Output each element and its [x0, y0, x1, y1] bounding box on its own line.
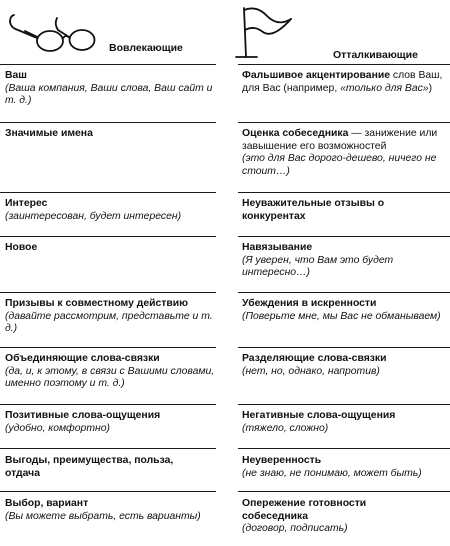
left-item — [5, 353, 215, 391]
right-item-title: Фальшивое акцентирование — [242, 70, 391, 81]
right-item-text: слов Ваш, для Вас (например, — [242, 70, 443, 94]
eyeglasses-icon — [6, 10, 98, 54]
left-item-title: Интерес — [5, 198, 48, 209]
left-item-title: Позитивные слова-ощущения — [5, 410, 161, 421]
right-item — [242, 70, 448, 95]
row-divider — [0, 192, 216, 193]
right-item-title: Убеждения в искренности — [242, 298, 377, 309]
right-item-italic: (нет, но, однако, напротив) — [242, 365, 380, 377]
row-divider — [0, 122, 216, 123]
right-item — [242, 455, 448, 480]
right-item-italic: (это для Вас дорого-дешево, ничего не стоит…) — [242, 153, 437, 177]
right-item-quote: «только для Вас» — [340, 82, 429, 94]
right-item-italic: (Поверьте мне, мы Вас не обманываем) — [242, 310, 441, 322]
left-item-title: Выгоды, преимущества, польза, отдача — [5, 455, 174, 479]
row-divider — [238, 236, 450, 237]
right-item-italic: (тяжело, сложно) — [242, 422, 329, 434]
right-item — [242, 298, 450, 323]
left-item-title: Объединяющие слова-связки — [5, 353, 160, 364]
row-divider — [238, 292, 450, 293]
left-item — [5, 455, 185, 480]
right-item — [242, 410, 448, 435]
left-item — [5, 128, 215, 141]
row-divider — [0, 491, 216, 492]
left-item-title: Значимые имена — [5, 128, 93, 139]
row-divider — [238, 448, 450, 449]
row-divider — [0, 448, 216, 449]
left-item-title: Ваш — [5, 70, 27, 81]
left-column-header: Вовлекающие — [109, 42, 183, 54]
left-item-text: (да, и, к этому, в связи с Вашими словами, именно поэтому и т. д.) — [5, 365, 215, 390]
right-item — [242, 128, 448, 178]
left-item-text: (Вы можете выбрать, есть варианты) — [5, 510, 201, 522]
right-item — [242, 498, 392, 536]
right-item-italic: (не знаю, не понимаю, может быть) — [242, 467, 422, 479]
row-divider — [238, 64, 450, 65]
left-item-text: (давайте рассмотрим, представьте и т. д.) — [5, 310, 213, 335]
right-item-title: Неуважительные отзывы о конкурентах — [242, 198, 385, 222]
left-item — [5, 498, 220, 523]
right-item — [242, 198, 392, 223]
left-item — [5, 298, 215, 336]
row-divider — [0, 292, 216, 293]
left-item-title: Новое — [5, 242, 38, 253]
left-item-text: (удобно, комфортно) — [5, 422, 110, 434]
row-divider — [238, 347, 450, 348]
right-item-title: Разделяющие слова-связки — [242, 353, 387, 364]
row-divider — [0, 347, 216, 348]
left-item-text: (Ваша компания, Ваши слова, Ваш сайт и т. д.) — [5, 82, 213, 107]
left-item — [5, 242, 215, 255]
right-item-title: Навязывание — [242, 242, 313, 253]
left-item-title: Выбор, вариант — [5, 498, 89, 509]
row-divider — [0, 64, 216, 65]
right-item — [242, 353, 448, 378]
right-item-title: Оценка собеседника — [242, 128, 349, 139]
row-divider — [238, 404, 450, 405]
row-divider — [238, 491, 450, 492]
right-item-title: Негативные слова-ощущения — [242, 410, 396, 421]
left-item-title: Призывы к совместному действию — [5, 298, 189, 309]
left-item — [5, 70, 215, 108]
right-item-italic: (договор, подписать) — [242, 523, 348, 535]
right-item-text: — занижение или завышение его возможностей — [242, 128, 438, 152]
row-divider — [0, 236, 216, 237]
flag-icon — [233, 4, 295, 60]
right-column-header: Отталкивающие — [333, 49, 418, 61]
right-item — [242, 242, 442, 280]
row-divider — [238, 122, 450, 123]
right-item-title: Опережение готовности собеседника — [242, 498, 367, 522]
row-divider — [238, 192, 450, 193]
left-item-text: (заинтересован, будет интересен) — [5, 210, 182, 222]
left-item — [5, 410, 215, 435]
right-item-italic: (Я уверен, что Вам это будет интересно…) — [242, 254, 394, 279]
right-item-text-tail: ) — [428, 82, 433, 94]
row-divider — [0, 404, 216, 405]
right-item-title: Неуверенность — [242, 455, 322, 466]
left-item — [5, 198, 215, 223]
